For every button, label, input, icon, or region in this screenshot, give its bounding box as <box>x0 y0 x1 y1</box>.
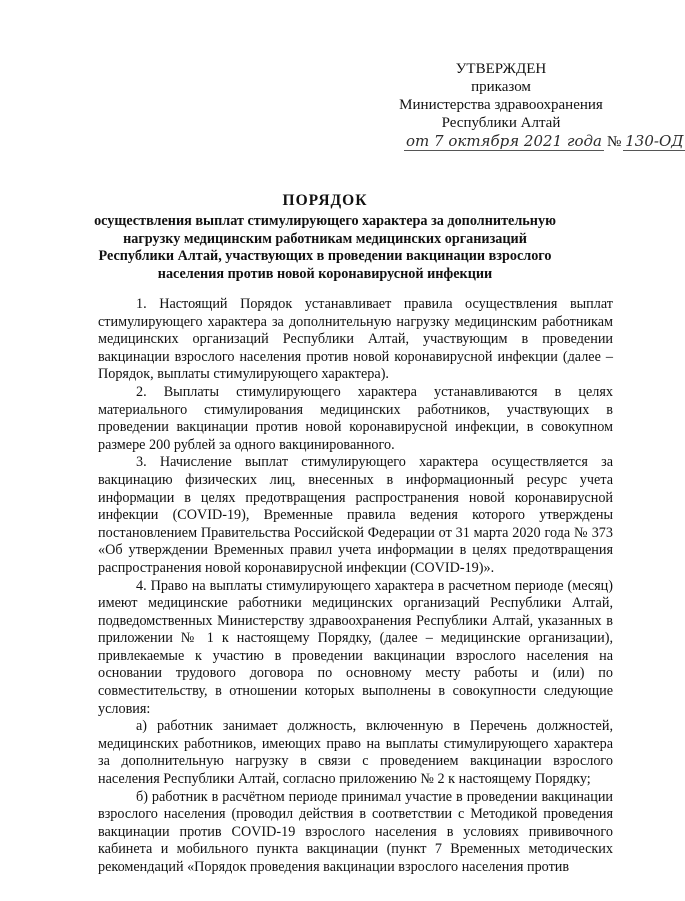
document-subtitle: осуществления выплат стимулирующего характера за дополнительную нагрузку медицинским работникам медицинских организаций Республики Алтай, участвующих в проведении вакцинации взрослого населения против новой коронавирусной инфекции <box>94 213 556 282</box>
approval-line: Республики Алтай <box>441 115 561 131</box>
paragraph: 2. Выплаты стимулирующего характера устанавливаются в целях материального стимулирования медицинских работников, участвующих в проведении вакцинации против новой коронавирусной инфекции, в совокупном размере 200 рублей за одного вакцинированного. <box>98 383 613 453</box>
order-date-number <box>396 132 684 151</box>
approval-line: Министерства здравоохранения <box>399 97 603 113</box>
handwritten-number: 130-ОД <box>625 132 684 150</box>
paragraph: 1. Настоящий Порядок устанавливает правила осуществления выплат стимулирующего характера за дополнительную нагрузку медицинским работникам медицинских организаций Республики Алтай, участвующим в проведении вакцинации взрослого населения против новой коронавирусной инфекции (далее – Порядок, выплаты стимулирующего характера). <box>98 296 613 383</box>
title-block <box>90 192 560 283</box>
paragraph: 4. Право на выплаты стимулирующего характера в расчетном периоде (месяц) имеют медицинские работники медицинских организаций Республики Алтай, подведомственных Министерству здравоохранения Республики Алтай, указанных в приложении № 1 к настоящему Порядку, (далее – медицинские организации), привлекаемые к участию в проведении вакцинации взрослого населения на основании трудового договора по основному месту работы и (или) по совместительству, в отношении которых выполнены в совокупности следующие условия: <box>98 577 613 717</box>
document-body <box>98 296 613 877</box>
approval-stamp <box>396 60 684 151</box>
number-sign: № <box>606 134 622 150</box>
document-title: ПОРЯДОК <box>282 192 368 209</box>
handwritten-date: от 7 октября 2021 года <box>406 132 602 150</box>
approval-line: приказом <box>471 79 531 95</box>
paragraph: б) работник в расчётном периоде принимал участие в проведении вакцинации взрослого населения (проводил действия в соответствии с Методикой проведения вакцинации против COVID-19 взрослого населения в условиях прививочного кабинета и мобильного пункта вакцинации (пункт 7 Временных методических рекомендаций «Порядок проведения вакцинации взрослого населения против <box>98 788 613 875</box>
paragraph: а) работник занимает должность, включенную в Перечень должностей, медицинских работников, имеющих право на выплаты стимулирующего характера за дополнительную нагрузку в связи с проведением вакцинации взрослого населения Республики Алтай, согласно приложению № 2 к настоящему Порядку; <box>98 718 613 788</box>
approval-line: УТВЕРЖДЕН <box>455 61 547 77</box>
paragraph: 3. Начисление выплат стимулирующего характера осуществляется за вакцинацию физических лиц, внесенных в информационный ресурс учета информации в целях предотвращения распространения новой коронавирусной инфекции (COVID-19), Временные правила ведения которого утверждены постановлением Правительства Российской Федерации от 31 марта 2020 года № 373 «Об утверждении Временных правил учета информации в целях предотвращения распространения новой коронавирусной инфекции (COVID-19)». <box>98 454 613 576</box>
